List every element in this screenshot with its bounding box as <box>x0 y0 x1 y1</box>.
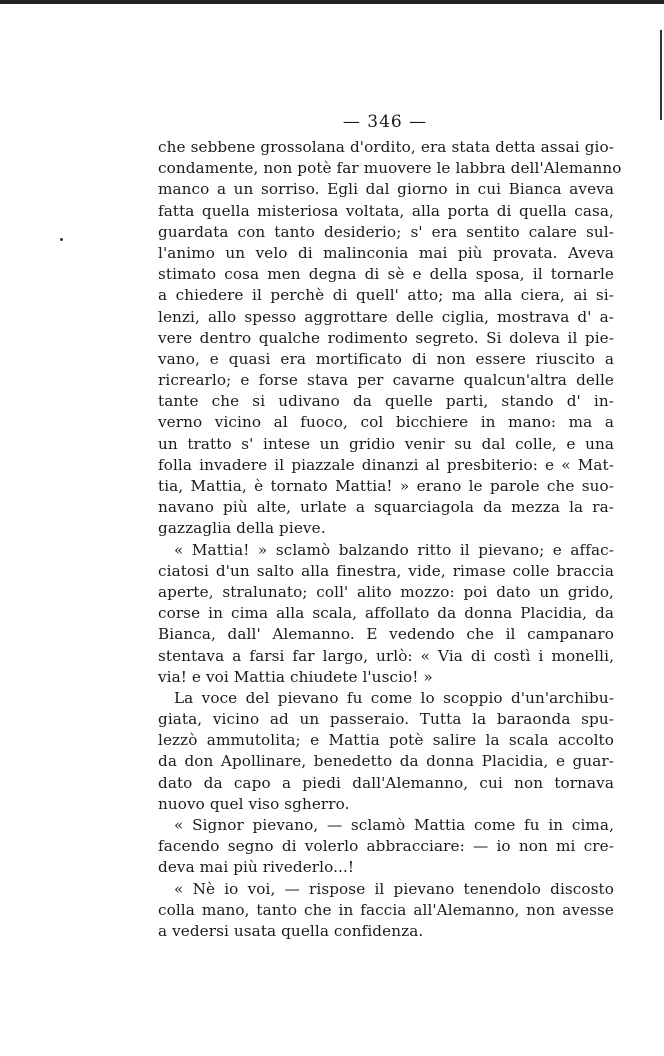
text-line: l'animo un velo di malinconia mai più provata. Aveva <box>158 243 614 262</box>
text-line: fatta quella misteriosa voltata, alla porta di quella casa, <box>158 201 614 220</box>
text-line: guardata con tanto desiderio; s' era sentito calare sul- <box>158 222 614 241</box>
text-line: folla invadere il piazzale dinanzi al presbiterio: e « Mat- <box>158 455 614 474</box>
text-line: La voce del pievano fu come lo scoppio d'un'archibu- <box>174 688 614 707</box>
body-text <box>158 137 622 942</box>
text-line: facendo segno di volerlo abbracciare: — io non mi cre- <box>158 837 614 856</box>
text-line: gazzaglia della pieve. <box>158 519 326 538</box>
text-line: stimato cosa men degna di sè e della sposa, il tornarle <box>158 265 614 284</box>
text-line: dato da capo a piedi dall'Alemanno, cui non tornava <box>158 773 614 792</box>
text-line: navano più alte, urlate a squarciagola da mezza la ra- <box>158 498 614 517</box>
text-line: che sebbene grossolana d'ordito, era stata detta assai gio- <box>158 138 614 156</box>
text-line: vere dentro qualche rodimento segreto. Si doleva il pie- <box>158 328 614 347</box>
text-line: « Nè io voi, — rispose il pievano tenendolo discosto <box>174 879 614 898</box>
text-line: aperte, stralunato; coll' alito mozzo: poi dato un grido, <box>158 582 614 601</box>
text-line: ricrearlo; e forse stava per cavarne qualcun'altra delle <box>158 371 614 390</box>
page-number: — 346 — <box>342 112 428 132</box>
text-line: stentava a farsi far largo, urlò: « Via di costì i monelli, <box>158 646 614 665</box>
text-line: deva mai più rivederlo...! <box>158 858 355 877</box>
binding-edge-mark <box>660 30 662 120</box>
text-line: condamente, non potè far muovere le labbra dell'Alemanno <box>158 159 622 178</box>
speck-mark <box>60 238 63 241</box>
text-line: lenzi, allo spesso aggrottare delle ciglia, mostrava d' a- <box>158 307 614 326</box>
text-line: un tratto s' intese un gridio venir su dal colle, e una <box>158 434 614 453</box>
text-line: manco a un sorriso. Egli dal giorno in cui Bianca aveva <box>158 180 614 199</box>
text-line: giata, vicino ad un passeraio. Tutta la baraonda spu- <box>158 710 614 729</box>
text-line: a chiedere il perchè di quell' atto; ma alla ciera, ai si- <box>158 286 614 305</box>
text-line: corse in cima alla scala, affollato da donna Placidia, da <box>158 604 614 623</box>
text-line: tia, Mattia, è tornato Mattia! » erano le parole che suo- <box>158 477 614 495</box>
text-line: « Mattia! » sclamò balzando ritto il pievano; e affac- <box>174 540 614 559</box>
text-line: tante che si udivano da quelle parti, stando d' in- <box>158 392 614 411</box>
text-line: ciatosi d'un salto alla finestra, vide, rimase colle braccia <box>158 561 614 580</box>
text-line: lezzò ammutolita; e Mattia potè salire la scala accolto <box>158 731 614 750</box>
text-line: « Signor pievano, — sclamò Mattia come fu in cima, <box>174 816 614 834</box>
text-line: a vedersi usata quella confidenza. <box>158 921 424 940</box>
text-line: nuovo quel viso sgherro. <box>158 794 350 813</box>
text-line: da don Apollinare, benedetto da donna Placidia, e guar- <box>158 752 614 771</box>
text-line: colla mano, tanto che in faccia all'Alemanno, non avesse <box>158 900 614 919</box>
text-line: via! e voi Mattia chiudete l'uscio! » <box>158 667 433 686</box>
text-line: verno vicino al fuoco, col bicchiere in mano: ma a <box>158 413 614 432</box>
page-top-edge <box>0 0 664 4</box>
text-line: Bianca, dall' Alemanno. E vedendo che il campanaro <box>158 625 614 644</box>
text-line: vano, e quasi era mortificato di non essere riuscito a <box>158 349 614 368</box>
